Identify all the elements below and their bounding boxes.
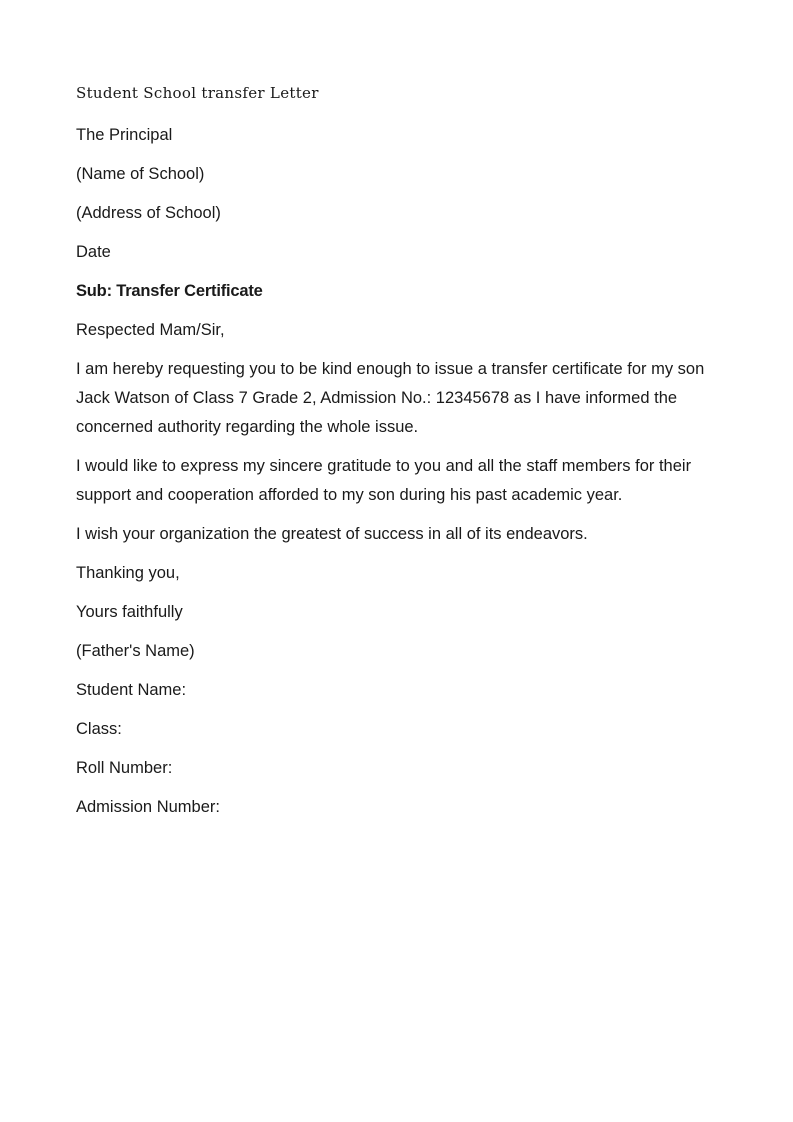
school-name-placeholder: (Name of School): [76, 165, 205, 183]
subject-line: Sub: Transfer Certificate: [76, 282, 263, 300]
body-paragraph-wishes: I wish your organization the greatest of success in all of its endeavors.: [76, 525, 588, 543]
recipient-line: The Principal: [76, 126, 173, 144]
body-paragraph-gratitude: I would like to express my sincere gratitude to you and all the staff members for their support and cooperation afforded to my son during his past academic year.: [76, 457, 692, 504]
document-title: Student School transfer Letter: [76, 84, 319, 102]
closing-signoff: Yours faithfully: [76, 603, 183, 621]
signer-placeholder: (Father's Name): [76, 642, 195, 660]
field-class: Class:: [76, 720, 122, 738]
field-roll-number: Roll Number:: [76, 759, 173, 777]
date-line: Date: [76, 243, 111, 261]
field-student-name: Student Name:: [76, 681, 187, 699]
closing-thanks: Thanking you,: [76, 564, 180, 582]
field-admission-number: Admission Number:: [76, 798, 220, 816]
body-paragraph-request: I am hereby requesting you to be kind enough to issue a transfer certificate for my son Jack Watson of Class 7 Grade 2, Admission No.: 12345678 as I have informed the concerned authority regarding the whole issue.: [76, 360, 705, 436]
salutation: Respected Mam/Sir,: [76, 321, 225, 339]
letter-content: [76, 82, 726, 832]
school-address-placeholder: (Address of School): [76, 204, 221, 222]
